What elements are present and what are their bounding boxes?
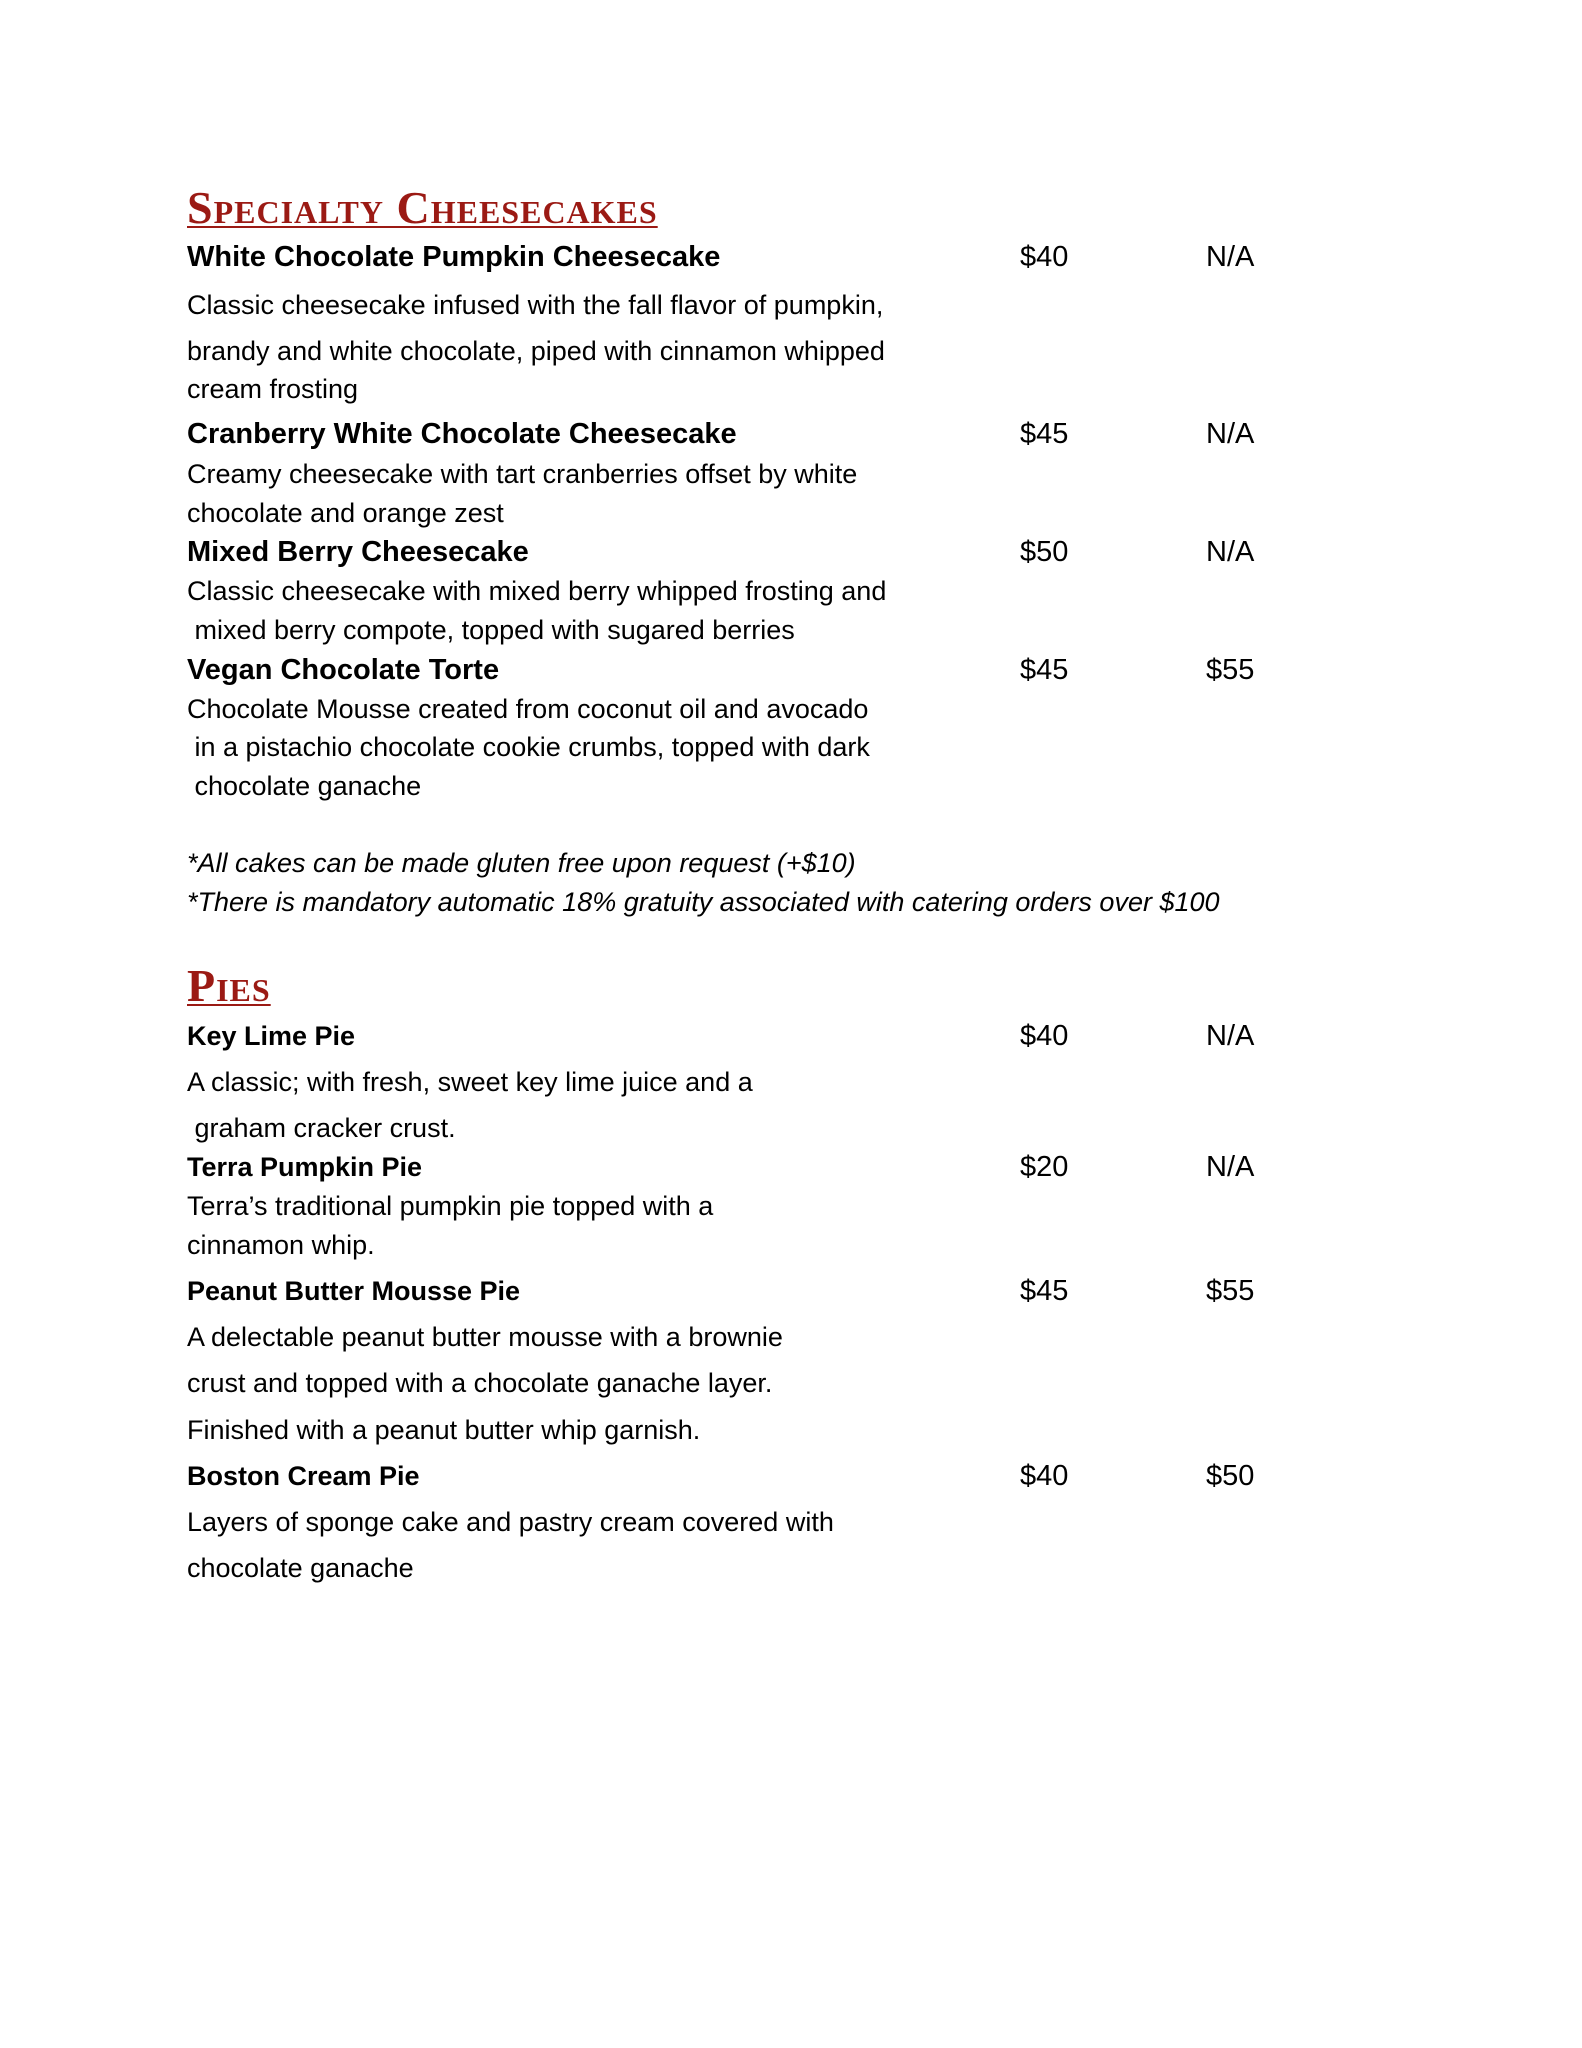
item-price-b: N/A — [1206, 1020, 1255, 1052]
item-description-line: chocolate ganache — [187, 771, 422, 801]
item-name-vegan-chocolate-torte: Vegan Chocolate Torte — [187, 654, 500, 686]
item-price-b: $55 — [1206, 654, 1255, 686]
item-price-a: $45 — [1020, 654, 1069, 686]
item-description-line: graham cracker crust. — [187, 1113, 456, 1143]
item-name-terra-pumpkin-pie: Terra Pumpkin Pie — [187, 1152, 423, 1182]
section-heading-cheesecakes: Specialty Cheesecakes — [187, 182, 658, 233]
item-name-key-lime-pie: Key Lime Pie — [187, 1021, 356, 1051]
item-name-cranberry-white-chocolate-cheesecake: Cranberry White Chocolate Cheesecake — [187, 418, 737, 450]
item-description-line: brandy and white chocolate, piped with cinnamon whipped — [187, 336, 885, 366]
item-description-line: chocolate ganache — [187, 1553, 414, 1583]
item-price-a: $45 — [1020, 1275, 1069, 1307]
item-description-line: cream frosting — [187, 374, 359, 404]
item-price-a: $40 — [1020, 241, 1069, 273]
gluten-free-note: *All cakes can be made gluten free upon request (+$10) — [187, 848, 856, 878]
item-price-b: $55 — [1206, 1275, 1255, 1307]
item-description-line: crust and topped with a chocolate ganache layer. — [187, 1368, 773, 1398]
item-description-line: Terra’s traditional pumpkin pie topped with a — [187, 1191, 714, 1221]
item-description-line: Classic cheesecake with mixed berry whipped frosting and — [187, 576, 887, 606]
item-description-line: cinnamon whip. — [187, 1230, 375, 1260]
item-description-line: A delectable peanut butter mousse with a brownie — [187, 1322, 783, 1352]
item-price-b: N/A — [1206, 1151, 1255, 1183]
section-heading-pies: Pies — [187, 960, 271, 1011]
item-description-line: Finished with a peanut butter whip garnish. — [187, 1415, 701, 1445]
item-price-a: $40 — [1020, 1460, 1069, 1492]
item-description-line: chocolate and orange zest — [187, 498, 504, 528]
gratuity-note: *There is mandatory automatic 18% gratuity associated with catering orders over $100 — [187, 887, 1220, 917]
item-name-boston-cream-pie: Boston Cream Pie — [187, 1461, 420, 1491]
item-description-line: A classic; with fresh, sweet key lime juice and a — [187, 1067, 753, 1097]
item-description-line: Creamy cheesecake with tart cranberries offset by white — [187, 459, 858, 489]
item-price-a: $20 — [1020, 1151, 1069, 1183]
item-name-white-chocolate-pumpkin-cheesecake: White Chocolate Pumpkin Cheesecake — [187, 241, 721, 273]
item-description-line: mixed berry compote, topped with sugared berries — [187, 615, 795, 645]
item-price-b: $50 — [1206, 1460, 1255, 1492]
item-price-a: $40 — [1020, 1020, 1069, 1052]
item-description-line: Layers of sponge cake and pastry cream covered with — [187, 1507, 834, 1537]
item-price-a: $50 — [1020, 536, 1069, 568]
item-name-peanut-butter-mousse-pie: Peanut Butter Mousse Pie — [187, 1276, 521, 1306]
item-price-b: N/A — [1206, 418, 1255, 450]
item-description-line: Chocolate Mousse created from coconut oil and avocado — [187, 694, 869, 724]
item-description-line: Classic cheesecake infused with the fall flavor of pumpkin, — [187, 290, 884, 320]
item-price-b: N/A — [1206, 536, 1255, 568]
item-name-mixed-berry-cheesecake: Mixed Berry Cheesecake — [187, 536, 529, 568]
item-description-line: in a pistachio chocolate cookie crumbs, topped with dark — [187, 732, 870, 762]
item-price-b: N/A — [1206, 241, 1255, 273]
item-price-a: $45 — [1020, 418, 1069, 450]
